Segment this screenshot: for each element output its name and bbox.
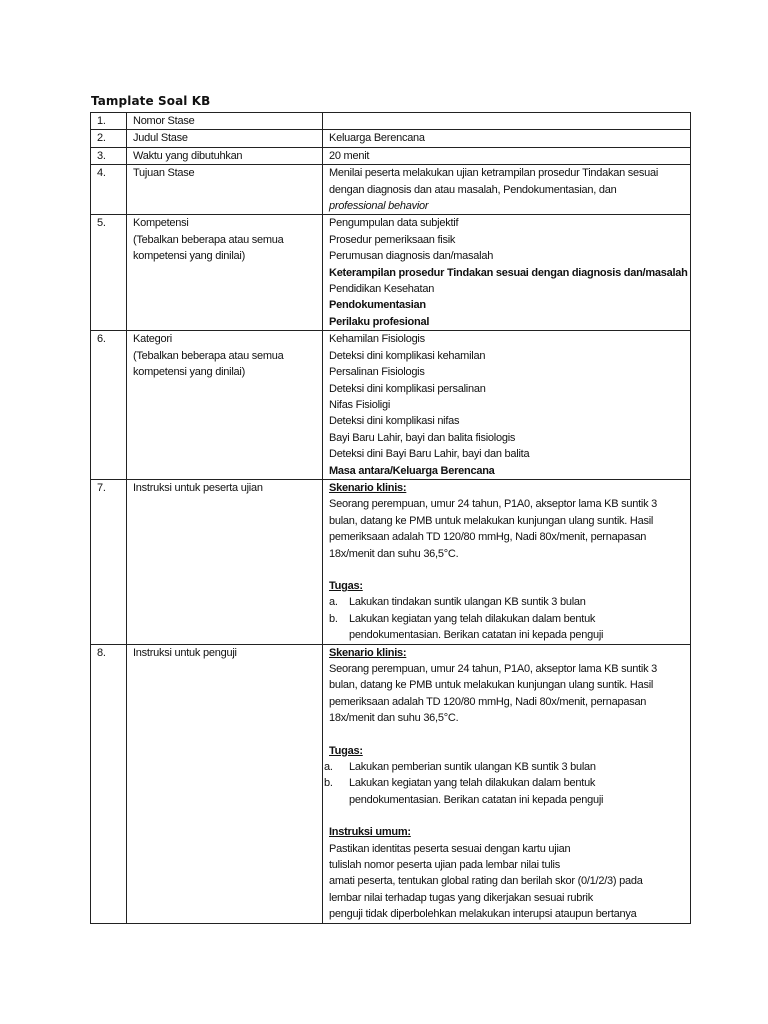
table-row — [91, 644, 691, 923]
table-row — [91, 113, 691, 130]
table-row — [91, 479, 691, 644]
scenario-heading: Skenario klinis: — [329, 646, 407, 659]
row-number: 2. — [91, 130, 127, 147]
general-instruction: amati peserta, tentukan global rating dan berilah skor (0/1/2/3) pada — [329, 875, 643, 888]
row-label: Nomor Stase — [127, 113, 323, 130]
task-item: a. Lakukan pemberian suntik ulangan KB suntik 3 bulan — [324, 761, 596, 774]
category-item: Bayi Baru Lahir, bayi dan balita fisiologis — [329, 431, 516, 444]
table-row — [91, 130, 691, 147]
tasks-heading: Tugas: — [329, 579, 363, 592]
row-value: Keluarga Berencana — [323, 130, 691, 147]
competency-item: Prosedur pemeriksaan fisik — [329, 233, 456, 246]
tasks-heading: Tugas: — [329, 744, 363, 757]
exam-template-table — [90, 112, 691, 924]
general-instruction: tulislah nomor peserta ujian pada lembar nilai tulis — [329, 859, 560, 872]
competency-item-selected: Perilaku profesional — [329, 315, 430, 328]
category-item: Deteksi dini komplikasi kehamilan — [329, 349, 486, 362]
category-item: Persalinan Fisiologis — [329, 366, 425, 379]
row-label: Kompetensi (Tebalkan beberapa atau semua kompetensi yang dinilai) — [127, 215, 323, 331]
row-number: 1. — [91, 113, 127, 130]
general-instruction: penguji tidak diperbolehkan melakukan interupsi ataupun bertanya — [329, 908, 637, 921]
competency-item: Pendidikan Kesehatan — [329, 283, 435, 296]
participant-instructions: Skenario klinis: Seorang perempuan, umur 24 tahun, P1A0, akseptor lama KB suntik 3 bulan, datang ke PMB untuk melakukan kunjungan ulang suntik. Hasil pemeriksaan adalah TD 120/80 mmHg, Nadi 80x/menit, pernapasan 18x/menit dan suhu 36,5°C. Tugas: a. Lakukan tindakan suntik ulangan KB suntik 3 bulan b. Lakukan kegiatan yang telah dilakukan dalam bentuk pendokumentasian. Berikan catatan ini kepada penguji — [323, 479, 691, 644]
category-item: Deteksi dini komplikasi nifas — [329, 415, 460, 428]
table-row — [91, 165, 691, 215]
task-item: b. Lakukan kegiatan yang telah dilakukan dalam bentuk — [329, 612, 596, 625]
row-number: 3. — [91, 147, 127, 164]
category-item: Kehamilan Fisiologis — [329, 333, 425, 346]
document-title: Tamplate Soal KB — [91, 94, 211, 108]
general-instruction: Pastikan identitas peserta sesuai dengan kartu ujian — [329, 842, 571, 855]
competency-item: Pengumpulan data subjektif — [329, 217, 459, 230]
row-number: 4. — [91, 165, 127, 215]
row-label: Tujuan Stase — [127, 165, 323, 215]
row-value: Menilai peserta melakukan ujian ketrampilan prosedur Tindakan sesuai dengan diagnosis dan atau masalah, Pendokumentasian, dan professional behavior — [323, 165, 691, 215]
category-item: Nifas Fisioligi — [329, 398, 391, 411]
task-item: b. Lakukan kegiatan yang telah dilakukan dalam bentuk — [324, 777, 596, 790]
row-number: 5. — [91, 215, 127, 331]
row-label: Waktu yang dibutuhkan — [127, 147, 323, 164]
row-label: Kategori (Tebalkan beberapa atau semua kompetensi yang dinilai) — [127, 331, 323, 480]
row-label: Instruksi untuk penguji — [127, 644, 323, 923]
category-item-selected: Masa antara/Keluarga Berencana — [329, 464, 495, 477]
competency-list — [323, 215, 691, 331]
table-row — [91, 331, 691, 480]
general-instruction: lembar nilai terhadap tugas yang dikerjakan sesuai rubrik — [329, 891, 593, 904]
category-list — [323, 331, 691, 480]
competency-item-selected: Keterampilan prosedur Tindakan sesuai dengan diagnosis dan/masalah — [329, 266, 688, 279]
row-number: 8. — [91, 644, 127, 923]
table-row — [91, 215, 691, 331]
examiner-instructions: Skenario klinis: Seorang perempuan, umur 24 tahun, P1A0, akseptor lama KB suntik 3 bulan, datang ke PMB untuk melakukan kunjungan ulang suntik. Hasil pemeriksaan adalah TD 120/80 mmHg, Nadi 80x/menit, pernapasan 18x/menit dan suhu 36,5°C. Tugas: a. Lakukan pemberian suntik ulangan KB suntik 3 bulan b. Lakukan kegiatan yang telah dilakukan dalam bentuk pendokumentasian. Berikan catatan ini kepada penguji Instruksi umum: Pastikan identitas peserta sesuai dengan kartu ujian tulislah nomor peserta ujian pada lembar nilai tulis amati peserta, tentukan global rating dan berilah skor (0/1/2/3) pada lembar nilai terhadap tugas yang dikerjakan sesuai rubrik penguji tidak diperbolehkan melakukan interupsi ataupun bertanya — [323, 644, 691, 923]
task-item: a. Lakukan tindakan suntik ulangan KB suntik 3 bulan — [329, 596, 586, 609]
competency-item: Perumusan diagnosis dan/masalah — [329, 250, 494, 263]
row-number: 7. — [91, 479, 127, 644]
row-number: 6. — [91, 331, 127, 480]
scenario-heading: Skenario klinis: — [329, 481, 407, 494]
row-label: Instruksi untuk peserta ujian — [127, 479, 323, 644]
competency-item-selected: Pendokumentasian — [329, 299, 426, 312]
general-instructions-heading: Instruksi umum: — [329, 826, 411, 839]
row-label: Judul Stase — [127, 130, 323, 147]
category-item: Deteksi dini komplikasi persalinan — [329, 382, 486, 395]
table-row — [91, 147, 691, 164]
row-value — [323, 113, 691, 130]
row-value: 20 menit — [323, 147, 691, 164]
category-item: Deteksi dini Bayi Baru Lahir, bayi dan balita — [329, 448, 530, 461]
